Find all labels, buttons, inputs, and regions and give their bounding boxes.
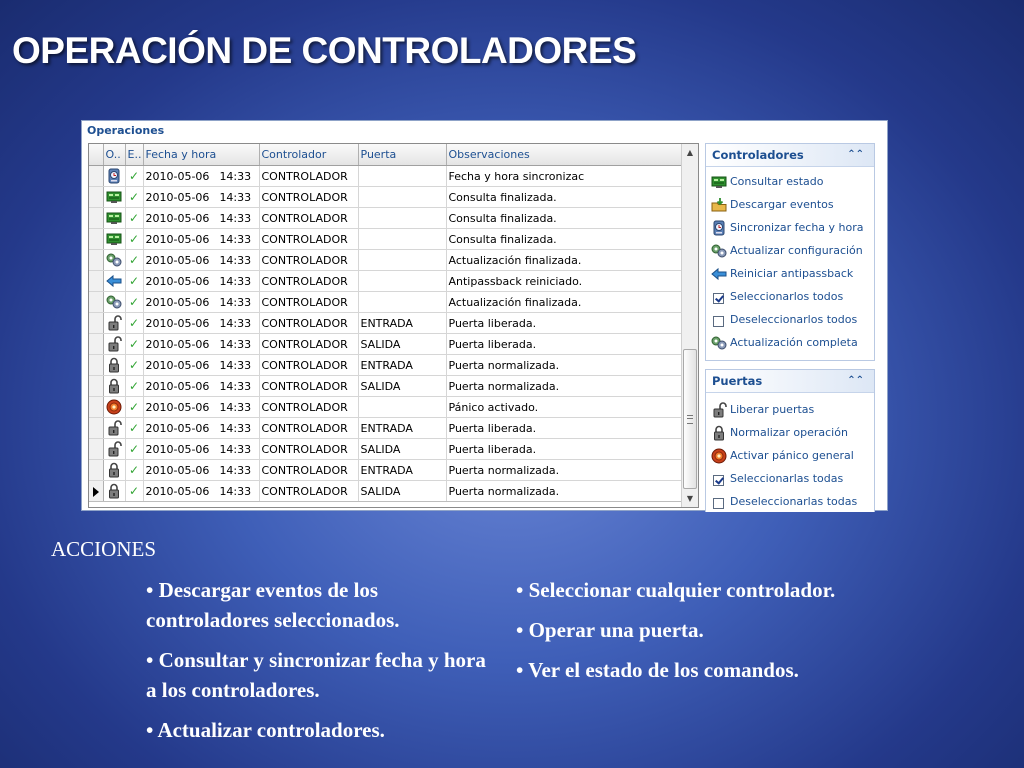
door-cell: [358, 397, 446, 418]
check-icon: ✓: [128, 358, 140, 372]
row-selector[interactable]: [89, 208, 103, 229]
time-value: 14:33: [219, 463, 252, 477]
antipassback-icon: [106, 273, 122, 289]
door-cell: SALIDA: [358, 439, 446, 460]
observations-cell: Pánico activado.: [446, 397, 682, 418]
task-label: Consultar estado: [730, 175, 824, 188]
controller-cell: CONTROLADOR: [259, 313, 358, 334]
operation-cell: [103, 229, 125, 250]
controller-cell: CONTROLADOR: [259, 460, 358, 481]
controller-cell: CONTROLADOR: [259, 166, 358, 187]
puertas-task-2[interactable]: [706, 444, 874, 467]
check-icon: ✓: [128, 400, 140, 414]
sync-clock-icon: [711, 220, 727, 236]
operation-cell: [103, 292, 125, 313]
lock-icon: [106, 357, 122, 373]
time-value: 14:33: [219, 274, 252, 288]
collapse-icon[interactable]: ⌃⌃: [847, 149, 864, 160]
task-label: Seleccionarlas todas: [730, 472, 844, 485]
status-board-icon: [106, 231, 122, 247]
collapse-icon[interactable]: ⌃⌃: [847, 375, 864, 386]
date-cell: [143, 187, 259, 208]
operations-window: [81, 120, 888, 511]
vertical-scrollbar[interactable]: [681, 144, 698, 507]
row-selector[interactable]: [89, 292, 103, 313]
table-row[interactable]: [89, 418, 682, 439]
unlock-icon: [106, 441, 122, 457]
column-header-date[interactable]: Fecha y hora: [143, 144, 259, 166]
table-row[interactable]: [89, 439, 682, 460]
date-cell: [143, 334, 259, 355]
operation-cell: [103, 334, 125, 355]
observations-cell: Fecha y hora sincronizac: [446, 166, 682, 187]
date-cell: [143, 376, 259, 397]
row-selector[interactable]: [89, 313, 103, 334]
checkbox-empty-icon: [711, 494, 727, 510]
date-value: 2010-05-06: [145, 232, 210, 246]
controller-cell: CONTROLADOR: [259, 187, 358, 208]
observations-cell: Puerta normalizada.: [446, 481, 682, 502]
task-label: Deseleccionarlos todos: [730, 313, 858, 326]
controller-cell: CONTROLADOR: [259, 334, 358, 355]
observations-cell: Puerta liberada.: [446, 334, 682, 355]
task-label: Deseleccionarlas todas: [730, 495, 858, 508]
bullet-item: • Ver el estado de los comandos.: [516, 658, 799, 682]
date-value: 2010-05-06: [145, 463, 210, 477]
date-cell: [143, 166, 259, 187]
row-selector[interactable]: [89, 250, 103, 271]
task-label: Reiniciar antipassback: [730, 267, 854, 280]
date-value: 2010-05-06: [145, 316, 210, 330]
date-cell: [143, 418, 259, 439]
door-cell: ENTRADA: [358, 418, 446, 439]
controller-cell: CONTROLADOR: [259, 397, 358, 418]
check-icon: ✓: [128, 274, 140, 288]
config-update-icon: [106, 294, 122, 310]
lock-icon: [106, 483, 122, 499]
operation-cell: [103, 166, 125, 187]
check-icon: ✓: [128, 442, 140, 456]
door-cell: [358, 229, 446, 250]
check-icon: ✓: [128, 211, 140, 225]
scroll-up-icon[interactable]: ▲: [686, 148, 694, 157]
grip-icon: [687, 415, 693, 424]
door-cell: ENTRADA: [358, 355, 446, 376]
unlock-icon: [106, 336, 122, 352]
observations-cell: Puerta normalizada.: [446, 376, 682, 397]
operation-cell: [103, 271, 125, 292]
table-header: [89, 144, 682, 166]
checkbox-checked-icon: [711, 289, 727, 305]
current-row-icon: [93, 487, 99, 497]
operation-cell: [103, 187, 125, 208]
time-value: 14:33: [219, 253, 252, 267]
table-row[interactable]: [89, 166, 682, 187]
door-cell: SALIDA: [358, 481, 446, 502]
table-row[interactable]: [89, 250, 682, 271]
task-label: Normalizar operación: [730, 426, 848, 439]
operation-cell: [103, 460, 125, 481]
check-icon: ✓: [128, 232, 140, 246]
slide-title: OPERACIÓN DE CONTROLADORES: [12, 30, 637, 71]
operation-cell: [103, 376, 125, 397]
controladores-task-0[interactable]: [706, 170, 874, 193]
controladores-task-1[interactable]: [706, 193, 874, 216]
status-cell: [125, 397, 143, 418]
operation-cell: [103, 439, 125, 460]
observations-cell: Puerta normalizada.: [446, 460, 682, 481]
controller-cell: CONTROLADOR: [259, 208, 358, 229]
bullet-item: • Actualizar controladores.: [146, 718, 385, 742]
column-header-observations[interactable]: Observaciones: [446, 144, 682, 166]
date-cell: [143, 208, 259, 229]
controller-cell: CONTROLADOR: [259, 292, 358, 313]
table-row[interactable]: [89, 187, 682, 208]
controladores-task-3[interactable]: [706, 239, 874, 262]
check-icon: ✓: [128, 379, 140, 393]
date-value: 2010-05-06: [145, 190, 210, 204]
task-label: Sincronizar fecha y hora: [730, 221, 864, 234]
row-selector[interactable]: [89, 355, 103, 376]
row-selector[interactable]: [89, 439, 103, 460]
row-selector[interactable]: [89, 481, 103, 502]
status-cell: [125, 229, 143, 250]
observations-cell: Actualización finalizada.: [446, 292, 682, 313]
observations-cell: Puerta liberada.: [446, 418, 682, 439]
date-cell: [143, 439, 259, 460]
controladores-task-panel: [705, 143, 875, 361]
door-cell: [358, 208, 446, 229]
door-cell: [358, 271, 446, 292]
panic-icon: [711, 448, 727, 464]
check-icon: ✓: [128, 190, 140, 204]
scroll-down-icon[interactable]: ▼: [686, 494, 694, 503]
date-value: 2010-05-06: [145, 253, 210, 267]
door-cell: SALIDA: [358, 334, 446, 355]
status-board-icon: [106, 189, 122, 205]
time-value: 14:33: [219, 295, 252, 309]
date-value: 2010-05-06: [145, 295, 210, 309]
status-board-icon: [106, 210, 122, 226]
row-selector[interactable]: [89, 460, 103, 481]
table-row[interactable]: [89, 376, 682, 397]
controller-cell: CONTROLADOR: [259, 481, 358, 502]
table-row[interactable]: [89, 271, 682, 292]
date-cell: [143, 481, 259, 502]
status-cell: [125, 355, 143, 376]
time-value: 14:33: [219, 379, 252, 393]
operations-grid[interactable]: [88, 143, 699, 508]
time-value: 14:33: [219, 316, 252, 330]
column-header-status[interactable]: E..: [125, 144, 143, 166]
operation-cell: [103, 418, 125, 439]
config-update-icon: [711, 243, 727, 259]
date-value: 2010-05-06: [145, 169, 210, 183]
row-selector[interactable]: [89, 271, 103, 292]
controladores-title: Controladores: [712, 148, 804, 162]
date-value: 2010-05-06: [145, 400, 210, 414]
date-value: 2010-05-06: [145, 442, 210, 456]
task-label: Activar pánico general: [730, 449, 854, 462]
operation-cell: [103, 397, 125, 418]
actions-left-list: [146, 575, 496, 755]
panic-icon: [106, 399, 122, 415]
row-selector[interactable]: [89, 397, 103, 418]
date-value: 2010-05-06: [145, 358, 210, 372]
task-label: Descargar eventos: [730, 198, 834, 211]
controladores-task-5[interactable]: [706, 285, 874, 308]
row-selector[interactable]: [89, 334, 103, 355]
observations-cell: Puerta normalizada.: [446, 355, 682, 376]
checkbox-checked-icon: [711, 471, 727, 487]
time-value: 14:33: [219, 358, 252, 372]
bullet-item: • Seleccionar cualquier controlador.: [516, 578, 836, 602]
row-selector[interactable]: [89, 187, 103, 208]
actions-right-list: [516, 575, 886, 695]
config-update-icon: [106, 252, 122, 268]
bullet-item: • Descargar eventos de los controladores seleccionados.: [146, 578, 400, 632]
status-cell: [125, 250, 143, 271]
sync-clock-icon: [106, 168, 122, 184]
table-row[interactable]: [89, 208, 682, 229]
date-value: 2010-05-06: [145, 379, 210, 393]
controller-cell: CONTROLADOR: [259, 376, 358, 397]
table-row[interactable]: [89, 460, 682, 481]
controller-cell: CONTROLADOR: [259, 439, 358, 460]
status-cell: [125, 208, 143, 229]
check-icon: ✓: [128, 295, 140, 309]
operation-cell: [103, 208, 125, 229]
time-value: 14:33: [219, 190, 252, 204]
puertas-task-0[interactable]: [706, 398, 874, 421]
observations-cell: Actualización finalizada.: [446, 250, 682, 271]
config-update-icon: [711, 335, 727, 351]
controller-cell: CONTROLADOR: [259, 250, 358, 271]
time-value: 14:33: [219, 442, 252, 456]
table-row[interactable]: [89, 292, 682, 313]
panel-title: Operaciones: [87, 124, 165, 137]
lock-icon: [106, 378, 122, 394]
puertas-title: Puertas: [712, 374, 763, 388]
observations-cell: Consulta finalizada.: [446, 208, 682, 229]
row-selector[interactable]: [89, 376, 103, 397]
row-selector[interactable]: [89, 418, 103, 439]
scrollbar-thumb[interactable]: [683, 349, 697, 489]
check-icon: ✓: [128, 421, 140, 435]
date-cell: [143, 250, 259, 271]
puertas-task-panel: [705, 369, 875, 512]
date-cell: [143, 271, 259, 292]
date-value: 2010-05-06: [145, 211, 210, 225]
column-header-controller[interactable]: Controlador: [259, 144, 358, 166]
table-row[interactable]: [89, 229, 682, 250]
date-value: 2010-05-06: [145, 421, 210, 435]
date-cell: [143, 355, 259, 376]
date-value: 2010-05-06: [145, 274, 210, 288]
operation-cell: [103, 313, 125, 334]
bullet-item: • Consultar y sincronizar fecha y hora a los controladores.: [146, 648, 486, 702]
controladores-task-2[interactable]: [706, 216, 874, 239]
task-label: Actualización completa: [730, 336, 858, 349]
table-row[interactable]: [89, 481, 682, 502]
status-cell: [125, 439, 143, 460]
task-label: Seleccionarlos todos: [730, 290, 844, 303]
time-value: 14:33: [219, 484, 252, 498]
puertas-task-4[interactable]: [706, 490, 874, 513]
puertas-task-1[interactable]: [706, 421, 874, 444]
check-icon: ✓: [128, 316, 140, 330]
controladores-task-7[interactable]: [706, 331, 874, 354]
controller-cell: CONTROLADOR: [259, 229, 358, 250]
status-cell: [125, 460, 143, 481]
row-selector[interactable]: [89, 166, 103, 187]
date-cell: [143, 292, 259, 313]
column-header-door[interactable]: Puerta: [358, 144, 446, 166]
date-cell: [143, 460, 259, 481]
date-cell: [143, 313, 259, 334]
operation-cell: [103, 355, 125, 376]
observations-cell: Consulta finalizada.: [446, 229, 682, 250]
status-cell: [125, 166, 143, 187]
puertas-header[interactable]: [706, 370, 874, 393]
time-value: 14:33: [219, 400, 252, 414]
date-value: 2010-05-06: [145, 337, 210, 351]
check-icon: ✓: [128, 253, 140, 267]
observations-cell: Antipassback reiniciado.: [446, 271, 682, 292]
download-events-icon: [711, 197, 727, 213]
lock-icon: [106, 462, 122, 478]
operations-table: [89, 144, 683, 502]
controladores-header[interactable]: [706, 144, 874, 167]
puertas-task-3[interactable]: [706, 467, 874, 490]
table-row[interactable]: [89, 397, 682, 418]
unlock-icon: [106, 315, 122, 331]
status-cell: [125, 334, 143, 355]
time-value: 14:33: [219, 169, 252, 183]
status-board-icon: [711, 174, 727, 190]
date-value: 2010-05-06: [145, 484, 210, 498]
operation-cell: [103, 481, 125, 502]
time-value: 14:33: [219, 211, 252, 225]
unlock-icon: [106, 420, 122, 436]
section-title: ACCIONES: [51, 537, 157, 561]
door-cell: [358, 250, 446, 271]
door-cell: [358, 166, 446, 187]
check-icon: ✓: [128, 463, 140, 477]
table-row[interactable]: [89, 334, 682, 355]
task-label: Liberar puertas: [730, 403, 815, 416]
door-cell: ENTRADA: [358, 313, 446, 334]
check-icon: ✓: [128, 337, 140, 351]
column-header-operation[interactable]: O..: [103, 144, 125, 166]
time-value: 14:33: [219, 421, 252, 435]
row-selector-header: [89, 144, 103, 166]
check-icon: ✓: [128, 484, 140, 498]
status-cell: [125, 187, 143, 208]
status-cell: [125, 418, 143, 439]
date-cell: [143, 397, 259, 418]
observations-cell: Consulta finalizada.: [446, 187, 682, 208]
table-row[interactable]: [89, 355, 682, 376]
status-cell: [125, 292, 143, 313]
controller-cell: CONTROLADOR: [259, 271, 358, 292]
date-cell: [143, 229, 259, 250]
door-cell: ENTRADA: [358, 460, 446, 481]
observations-cell: Puerta liberada.: [446, 439, 682, 460]
bullet-item: • Operar una puerta.: [516, 618, 704, 642]
status-cell: [125, 376, 143, 397]
controladores-task-4[interactable]: [706, 262, 874, 285]
controladores-task-6[interactable]: [706, 308, 874, 331]
lock-icon: [711, 425, 727, 441]
status-cell: [125, 481, 143, 502]
controller-cell: CONTROLADOR: [259, 355, 358, 376]
operation-cell: [103, 250, 125, 271]
antipassback-icon: [711, 266, 727, 282]
door-cell: SALIDA: [358, 376, 446, 397]
observations-cell: Puerta liberada.: [446, 313, 682, 334]
time-value: 14:33: [219, 232, 252, 246]
task-label: Actualizar configuración: [730, 244, 863, 257]
controller-cell: CONTROLADOR: [259, 418, 358, 439]
door-cell: [358, 292, 446, 313]
checkbox-empty-icon: [711, 312, 727, 328]
table-row[interactable]: [89, 313, 682, 334]
row-selector[interactable]: [89, 229, 103, 250]
unlock-icon: [711, 402, 727, 418]
check-icon: ✓: [128, 169, 140, 183]
status-cell: [125, 271, 143, 292]
time-value: 14:33: [219, 337, 252, 351]
status-cell: [125, 313, 143, 334]
door-cell: [358, 187, 446, 208]
